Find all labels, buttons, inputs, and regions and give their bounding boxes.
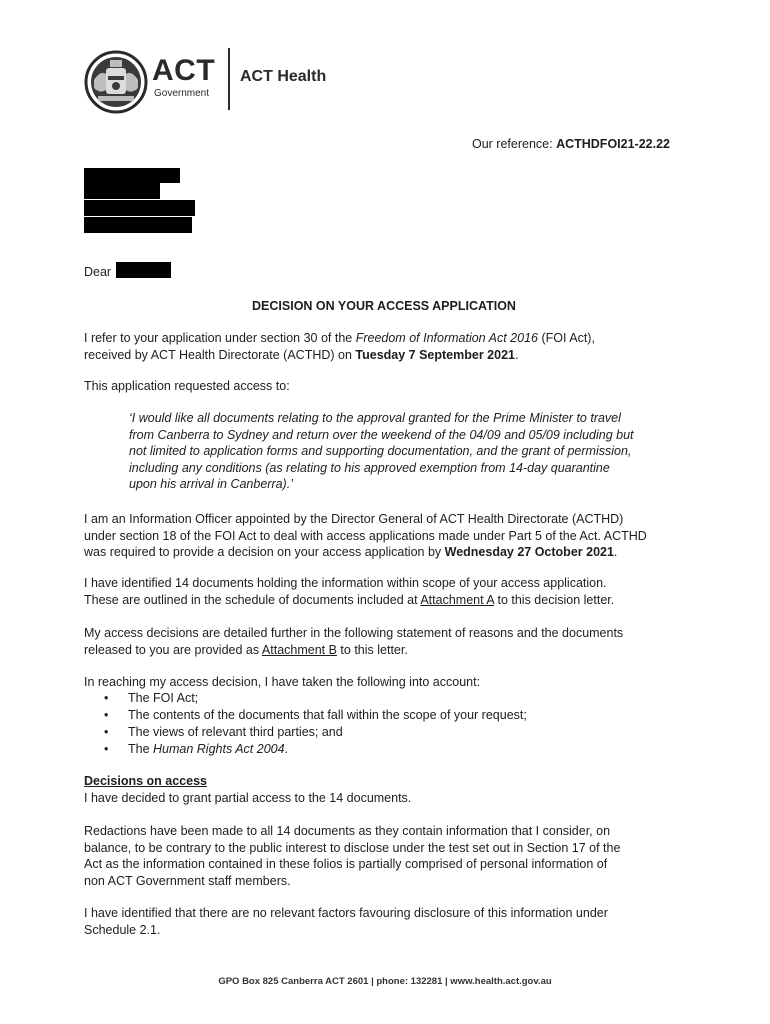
quote-line: not limited to application forms and supporting documentation, and the grant of permission, xyxy=(129,444,632,458)
list-item: • The FOI Act; xyxy=(128,690,688,707)
text: Act as the information contained in these folios is partially comprised of personal information of xyxy=(84,857,608,871)
paragraph-considerations: In reaching my access decision, I have taken the following into account: xyxy=(84,675,481,689)
received-date: Tuesday 7 September 2021 xyxy=(355,347,515,362)
list-item: • The contents of the documents that fall within the scope of your request; xyxy=(128,707,688,724)
redacted-address-line-4 xyxy=(84,217,192,233)
text: to this decision letter. xyxy=(494,592,615,607)
paragraph-redactions xyxy=(84,823,684,889)
paragraph-officer xyxy=(84,511,694,561)
request-quote xyxy=(129,410,674,493)
text: . xyxy=(284,742,289,756)
considerations-list xyxy=(84,690,688,758)
reference-label: Our reference: xyxy=(471,137,557,151)
text: non ACT Government staff members. xyxy=(84,873,291,888)
act-health-wordmark: ACT Health xyxy=(240,68,327,85)
text: These are outlined in the schedule of documents included at xyxy=(84,592,421,607)
redacted-recipient-name xyxy=(116,262,171,278)
list-item xyxy=(128,741,688,758)
text: (FOI Act), xyxy=(537,331,595,345)
paragraph-access-decisions xyxy=(84,625,684,658)
text: balance, to be contrary to the public interest to disclose under the test set out in Section 17 of the xyxy=(84,840,621,855)
paragraph-requested: This application requested access to: xyxy=(84,379,290,393)
quote-line: from Canberra to Sydney and return over the weekend of the 04/09 and 05/09 including but xyxy=(129,427,634,442)
text: My access decisions are detailed further in the following statement of reasons and the documents xyxy=(84,626,624,640)
reference-value: ACTHDFOI21-22.22 xyxy=(556,137,670,151)
government-wordmark: Government xyxy=(154,88,210,99)
act-health-logo xyxy=(84,46,344,114)
salutation-text: Dear xyxy=(84,265,112,279)
list-item: • The views of relevant third parties; and xyxy=(128,724,688,741)
letter-title: DECISION ON YOUR ACCESS APPLICATION xyxy=(252,299,516,313)
act-name: Human Rights Act 2004 xyxy=(153,742,285,756)
logo-divider xyxy=(228,48,230,110)
attachment-b-link[interactable]: Attachment B xyxy=(261,642,337,657)
quote-line: upon his arrival in Canberra).’ xyxy=(129,477,293,491)
salutation xyxy=(84,264,684,281)
text: I have identified 14 documents holding the information within scope of your access application. xyxy=(84,576,607,590)
redacted-address-line-2 xyxy=(84,183,160,199)
redacted-address-line-3 xyxy=(84,200,195,216)
text: to this letter. xyxy=(336,642,408,657)
decision-text: I have decided to grant partial access to the 14 documents. xyxy=(84,790,412,805)
text: Redactions have been made to all 14 documents as they contain information that I consider, on xyxy=(84,824,611,838)
text: Schedule 2.1. xyxy=(84,922,161,937)
section-heading: Decisions on access xyxy=(84,774,207,788)
text: I refer to your application under section 30 of the xyxy=(84,331,356,345)
text: under section 18 of the FOI Act to deal with access applications made under Part 5 of the Act. ACTHD xyxy=(84,528,647,543)
paragraph-no-factors xyxy=(84,905,684,938)
quote-line: including any conditions (as relating to his approved exemption from 14-day quarantine xyxy=(129,460,610,475)
decisions-section xyxy=(84,773,684,806)
redacted-address-line-1 xyxy=(84,168,180,183)
paragraph-documents-identified xyxy=(84,575,684,608)
attachment-a-link[interactable]: Attachment A xyxy=(420,592,495,607)
act-name: Freedom of Information Act 2016 xyxy=(355,331,538,345)
text: . xyxy=(613,545,618,559)
text: The xyxy=(128,742,154,756)
text: released to you are provided as xyxy=(84,642,262,657)
act-coat-of-arms-icon xyxy=(84,50,148,114)
decision-due-date: Wednesday 27 October 2021 xyxy=(444,545,614,559)
text: . xyxy=(514,347,519,362)
paragraph-application xyxy=(84,330,684,363)
act-wordmark: ACT xyxy=(152,54,216,87)
page-footer: GPO Box 825 Canberra ACT 2601 | phone: 132281 | www.health.act.gov.au xyxy=(218,976,552,987)
text: I am an Information Officer appointed by the Director General of ACT Health Directorate (ACTHD) xyxy=(84,512,624,526)
our-reference xyxy=(472,137,670,151)
text: I have identified that there are no relevant factors favouring disclosure of this information under xyxy=(84,906,608,920)
text: received by ACT Health Directorate (ACTHD) on xyxy=(84,347,356,362)
quote-line: ‘I would like all documents relating to the approval granted for the Prime Minister to travel xyxy=(129,411,621,425)
text: was required to provide a decision on your access application by xyxy=(84,545,445,559)
